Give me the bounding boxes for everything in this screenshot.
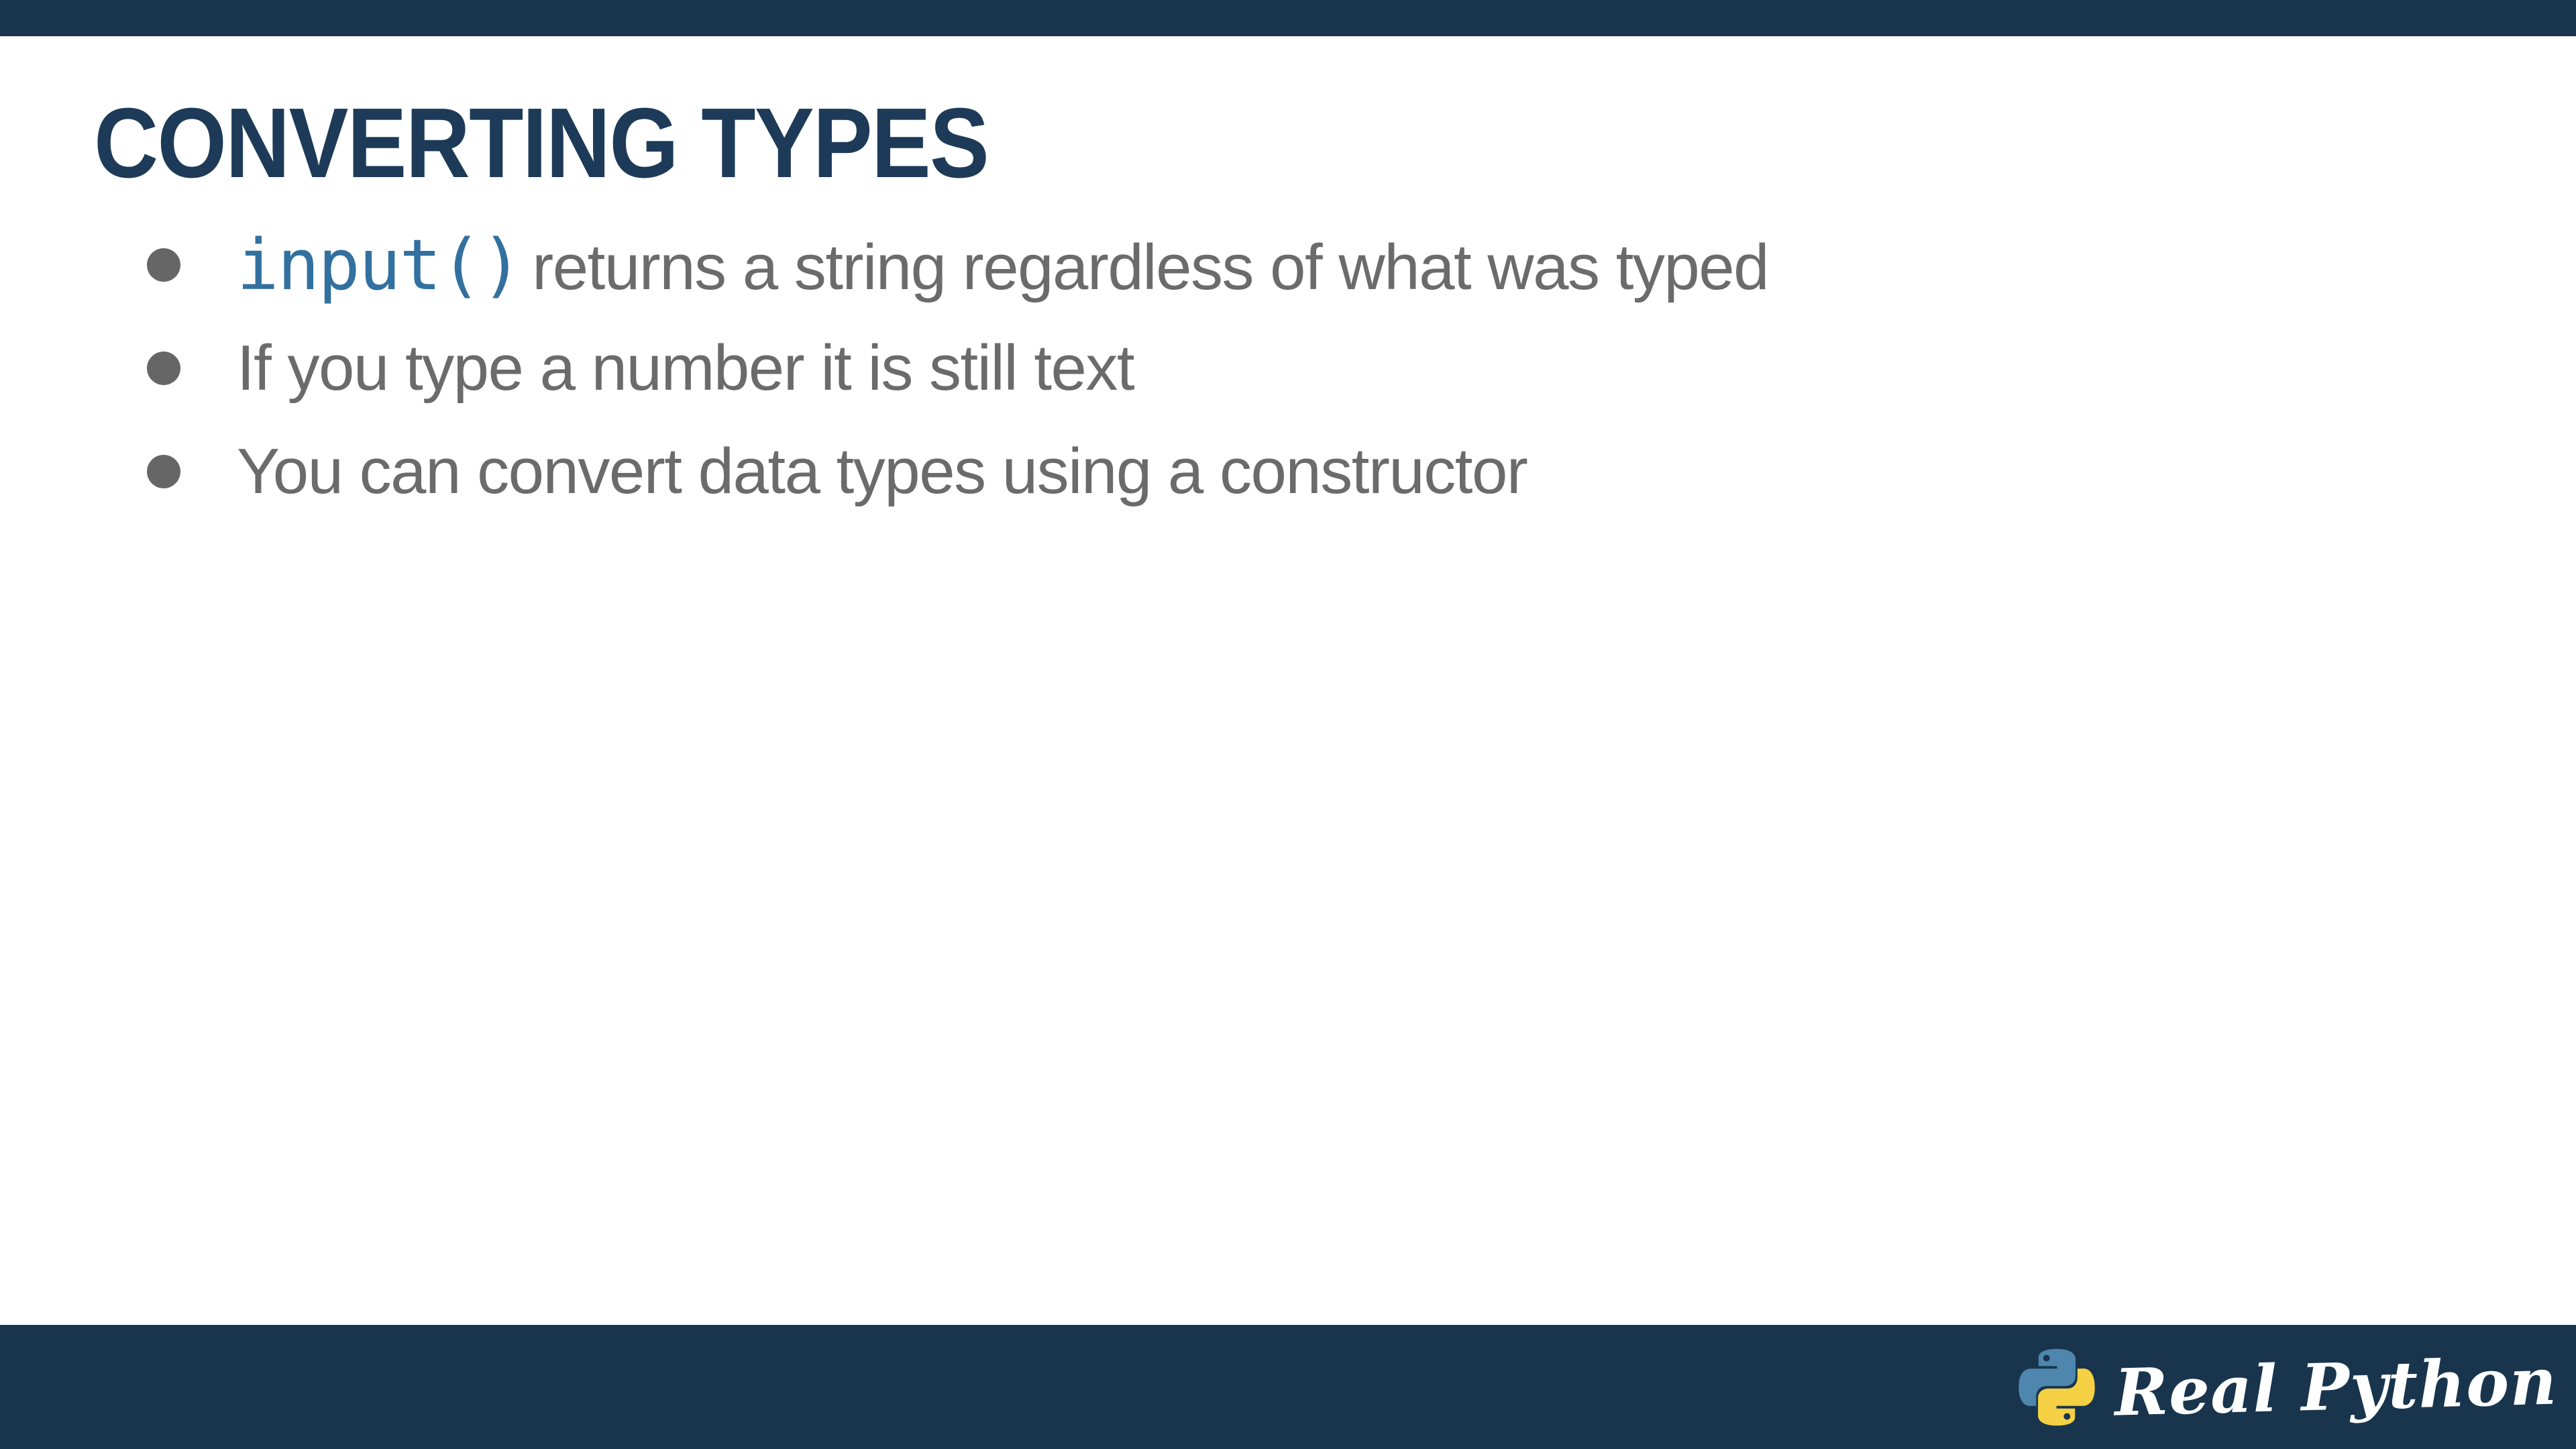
bullet-item: [147, 213, 1768, 317]
bullet-dot-icon: [147, 352, 180, 385]
bullet-item: [147, 420, 1768, 523]
python-logo-icon: [2018, 1348, 2096, 1426]
page-title: CONVERTING TYPES: [94, 88, 988, 199]
footer-bar: [0, 1325, 2576, 1449]
bullet-dot-icon: [147, 248, 180, 282]
inline-code: input(): [237, 224, 522, 306]
bullet-item: [147, 317, 1768, 420]
top-accent-bar: [0, 0, 2576, 36]
bullet-text: If you type a number it is still text: [237, 332, 1134, 404]
bullet-dot-icon: [147, 455, 180, 488]
bullet-text: You can convert data types using a constructor: [237, 435, 1527, 507]
bullet-list: [147, 213, 1768, 523]
bullet-text: returns a string regardless of what was typed: [532, 231, 1769, 303]
realpython-wordmark: Real Python: [2113, 1343, 2559, 1431]
